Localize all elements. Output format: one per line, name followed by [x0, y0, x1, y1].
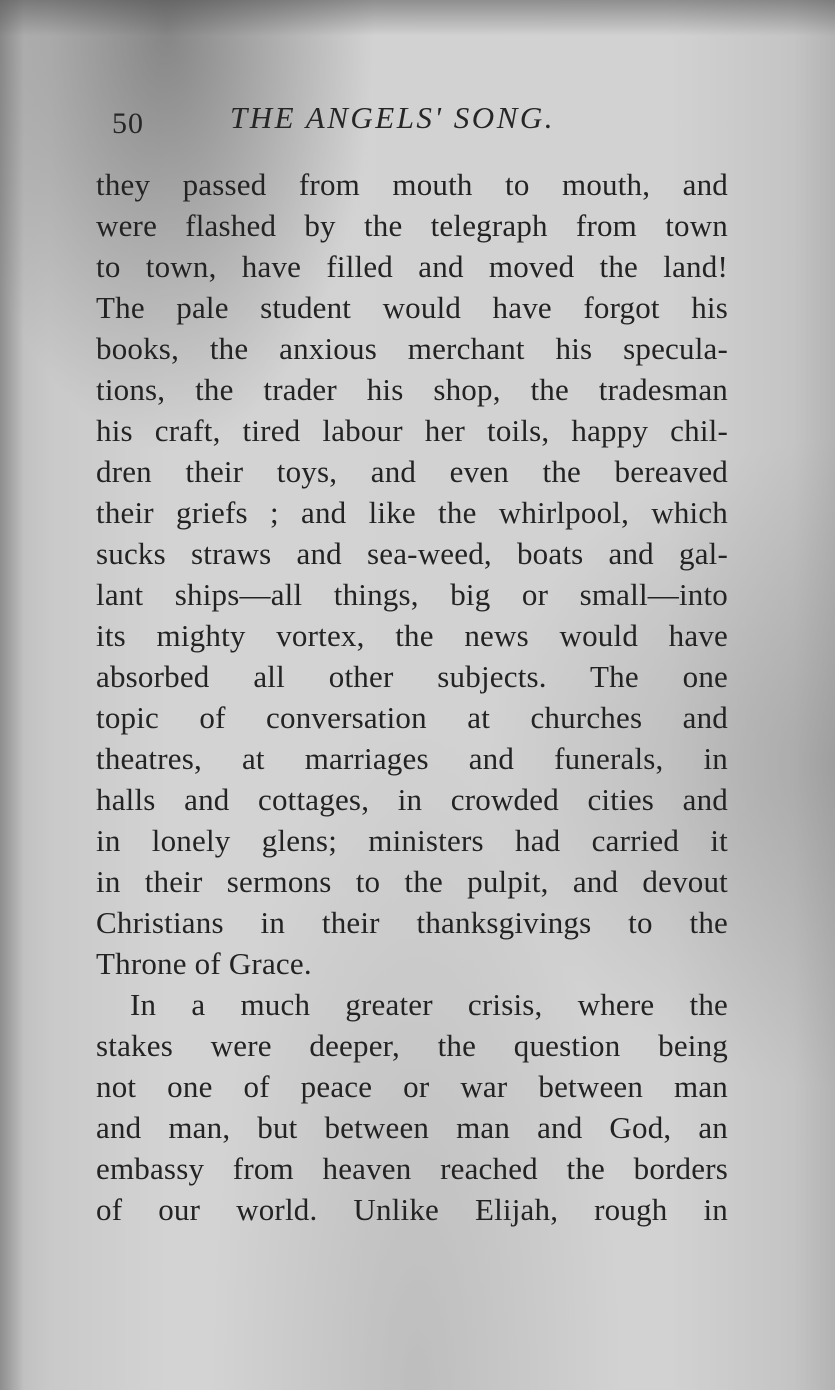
text-line-5: books, the anxious merchant his specula- [96, 331, 728, 366]
text-line-14: topic of conversation at churches and [96, 700, 728, 735]
text-line-10: sucks straws and sea-weed, boats and gal- [96, 536, 728, 571]
text-line-16: halls and cottages, in crowded cities and [96, 782, 728, 817]
text-line-24: and man, but between man and God, an [96, 1110, 728, 1145]
text-line-3: to town, have filled and moved the land! [96, 249, 728, 284]
text-line-18: in their sermons to the pulpit, and devout [96, 864, 728, 899]
text-line-13: absorbed all other subjects. The one [96, 659, 728, 694]
text-line-22: stakes were deeper, the question being [96, 1028, 728, 1063]
text-line-1: they passed from mouth to mouth, and [96, 167, 728, 202]
text-line-15: theatres, at marriages and funerals, in [96, 741, 728, 776]
text-line-23: not one of peace or war between man [96, 1069, 728, 1104]
running-title: THE ANGELS' SONG. [230, 100, 556, 135]
text-line-20: Throne of Grace. [96, 946, 312, 981]
text-line-26: of our world. Unlike Elijah, rough in [96, 1192, 728, 1227]
page-header [112, 98, 712, 144]
text-line-21: In a much greater crisis, where the [130, 987, 728, 1022]
text-line-7: his craft, tired labour her toils, happy chil- [96, 413, 728, 448]
text-line-8: dren their toys, and even the bereaved [96, 454, 728, 489]
text-line-17: in lonely glens; ministers had carried it [96, 823, 728, 858]
page-left-shadow [0, 0, 24, 1390]
page-body-text [96, 164, 728, 1230]
text-line-12: its mighty vortex, the news would have [96, 618, 728, 653]
page-number: 50 [112, 107, 144, 140]
text-line-4: The pale student would have forgot his [96, 290, 728, 325]
page-top-shadow [0, 0, 835, 36]
text-line-11: lant ships—all things, big or small—into [96, 577, 728, 612]
text-line-2: were flashed by the telegraph from town [96, 208, 728, 243]
text-line-25: embassy from heaven reached the borders [96, 1151, 728, 1186]
text-line-6: tions, the trader his shop, the tradesman [96, 372, 728, 407]
text-line-9: their griefs ; and like the whirlpool, which [96, 495, 728, 530]
text-line-19: Christians in their thanksgivings to the [96, 905, 728, 940]
